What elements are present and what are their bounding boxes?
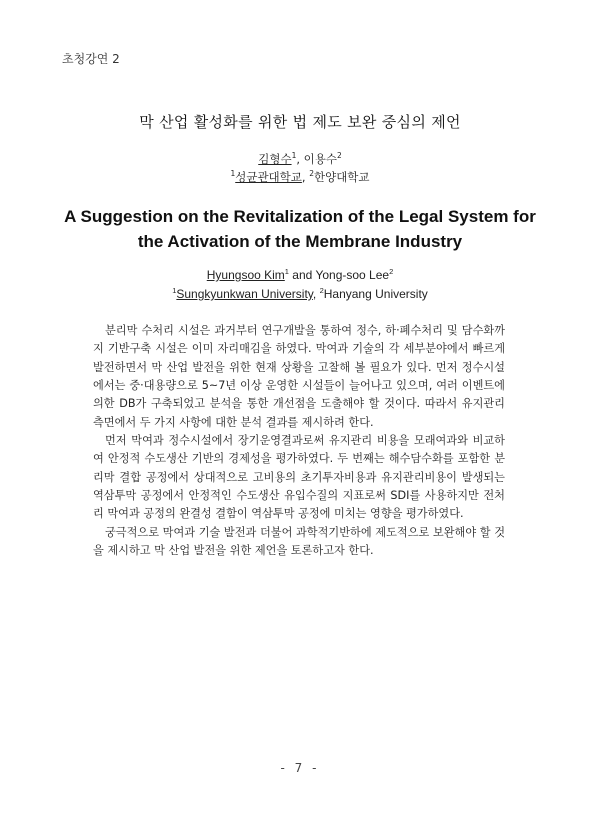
author-name: Yong-soo Lee [315, 268, 390, 282]
abstract-paragraph: 궁극적으로 막여과 기술 발전과 더불어 과학적기반하에 제도적으로 보완해야 할 것을 제시하고 막 산업 발전을 위한 제언을 토론하고자 한다. [93, 525, 505, 558]
abstract [93, 322, 505, 560]
affiliation-marker: 1 [291, 151, 297, 161]
separator: , [312, 287, 320, 301]
abstract-paragraph: 분리막 수처리 시설은 과거부터 연구개발을 통하여 정수, 하·폐수처리 및 담수화까지 기반구축 시설은 이미 자리매김을 하였다. 막여과 기술의 각 세부분야에서 빠르게 발전하면서 막 산업 발전을 위한 현재 상황을 고찰해 볼 필요가 있다. 먼저 정수시설에서는 중·대용량으로 5~7년 이상 운영한 시설들이 늘어나고 있으며, 여러 이벤트에 의한 DB가 구축되었고 분석을 통한 개선점을 도출해야 할 것이다. 따라서 유지관리 측면에서 두 가지 사항에 대한 분석 결과를 제시하려 한다. [93, 324, 505, 429]
english-title-line: the Activation of the Membrane Industry [137, 232, 463, 251]
abstract-paragraph: 먼저 막여과 정수시설에서 장기운영결과로써 유지관리 비용을 모래여과와 비교하여 안정적 수도생산 기반의 경제성을 평가하였다. 두 번째는 해수담수화를 포함한 분리막 결합 공정에서 상대적으로 고비용의 초기투자비용과 유지관리비용이 발생되는 역삼투막 공정에서 안정적인 수도생산 유입수질의 지표로써 SDI를 사용하지만 전처리 막여과 공정의 완결성 결함이 역삼투막 공정에 미치는 영향을 평가하였다. [93, 434, 505, 521]
affiliation-marker: 1 [172, 286, 177, 295]
english-title [60, 204, 540, 254]
affiliation-name: Hanyang University [323, 287, 428, 301]
affiliation-marker: 2 [309, 169, 314, 179]
affiliation-marker: 1 [284, 267, 289, 276]
english-title-line: A Suggestion on the Revitalization of the Legal System for [64, 207, 536, 226]
separator: , [301, 170, 310, 184]
english-authors [0, 268, 600, 282]
korean-affiliations [0, 169, 600, 185]
affiliation-marker: 2 [336, 151, 342, 161]
korean-title: 막 산업 활성화를 위한 법 제도 보완 중심의 제언 [139, 113, 461, 131]
english-affiliations [0, 287, 600, 301]
affiliation-marker: 2 [389, 267, 394, 276]
affiliation-marker: 2 [319, 286, 324, 295]
author-name: 이용수 [303, 152, 337, 166]
affiliation-name: 한양대학교 [313, 170, 370, 184]
page-number: - 7 - [280, 761, 320, 775]
session-label: 초청강연 2 [62, 52, 120, 66]
author-name: 김형수 [258, 152, 292, 166]
separator: , [296, 152, 304, 166]
author-name: Hyungsoo Kim [206, 268, 285, 282]
korean-authors [0, 151, 600, 167]
affiliation-marker: 1 [230, 169, 236, 179]
affiliation-name: Sungkyunkwan University [176, 287, 313, 301]
affiliation-name: 성균관대학교 [235, 170, 302, 184]
separator: and [288, 268, 316, 282]
